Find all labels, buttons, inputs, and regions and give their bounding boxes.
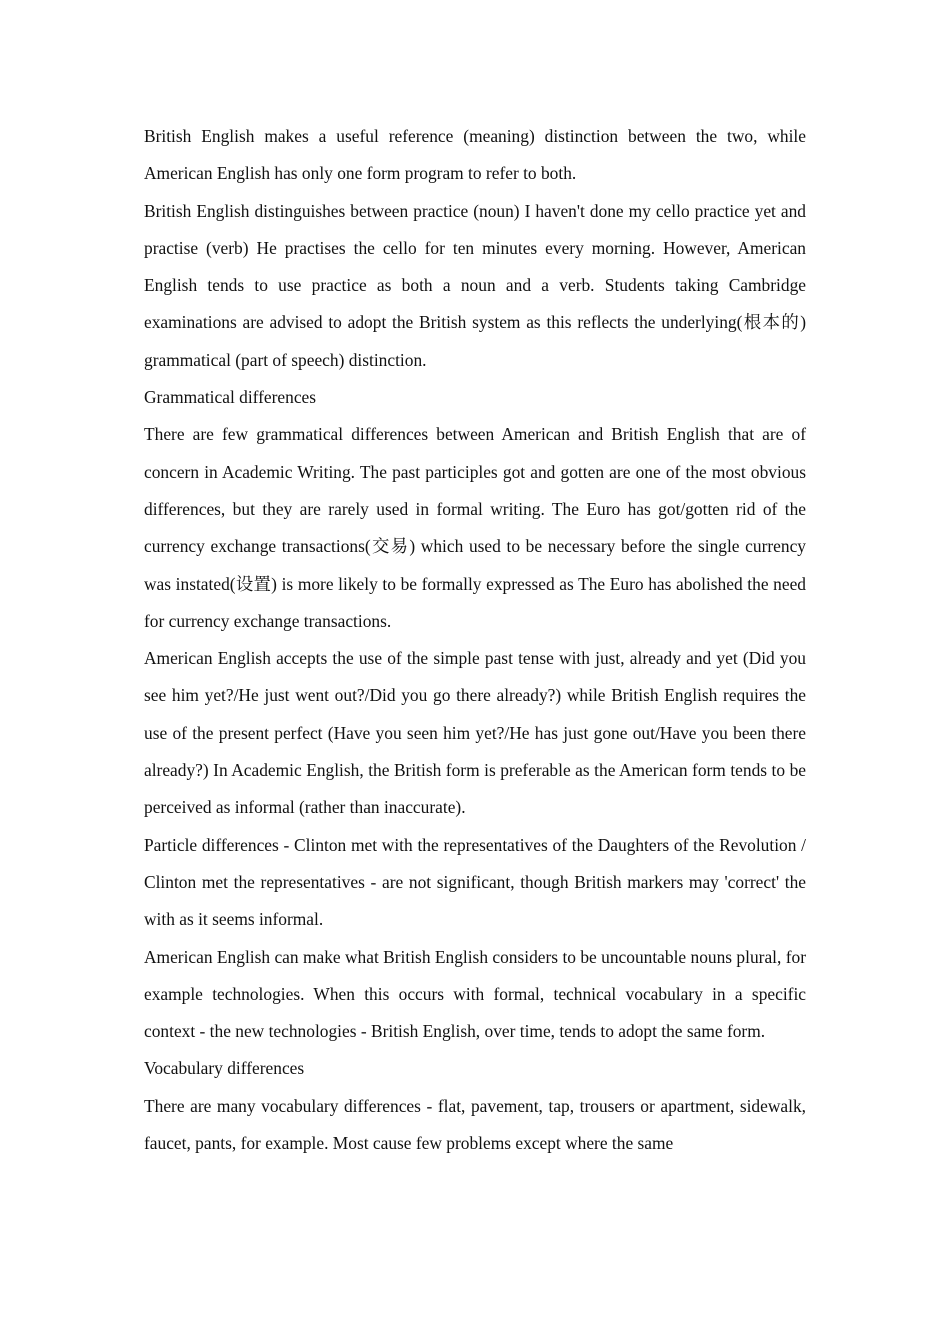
paragraph-practice-practise: British English distinguishes between practice (noun) I haven't done my cello practice yet and practise (verb) He practises the cello for ten minutes every morning. However, American English tends to use practice as both a noun and a verb. Students taking Cambridge examinations are advised to adopt the British system as this reflects the underlying(根本的) grammatical (part of speech) distinction. <box>144 200 806 370</box>
paragraph-reference-distinction: British English makes a useful reference (meaning) distinction between the two, while American English has only one form program to refer to both. <box>144 126 806 184</box>
heading-grammatical-differences: Grammatical differences <box>144 387 317 408</box>
paragraph-particle-differences: Particle differences - Clinton met with the representatives of the Daughters of the Revolution / Clinton met the representatives - are not significant, though British markers may 'correct' the with as it seems informal. <box>144 834 806 930</box>
paragraph-uncountable-nouns: American English can make what British English considers to be uncountable nouns plural, for example technologies. When this occurs with formal, technical vocabulary in a specific context - the new technologies - British English, over time, tends to adopt the same form. <box>144 946 806 1042</box>
paragraph-simple-past-tense: American English accepts the use of the simple past tense with just, already and yet (Did you see him yet?/He just went out?/Did you go there already?) while British English requires the use of the present perfect (Have you seen him yet?/He has just gone out/Have you been there already?) In Academic English, the British form is preferable as the American form tends to be perceived as informal (rather than inaccurate). <box>144 648 806 818</box>
paragraph-past-participles: There are few grammatical differences between American and British English that are of concern in Academic Writing. The past participles got and gotten are one of the most obvious differences, but they are rarely used in formal writing. The Euro has got/gotten rid of the currency exchange transactions(交易) which used to be necessary before the single currency was instated(设置) is more likely to be formally expressed as The Euro has abolished the need for currency exchange transactions. <box>144 424 806 631</box>
heading-vocabulary-differences: Vocabulary differences <box>144 1058 305 1079</box>
document-page <box>144 118 806 1162</box>
paragraph-vocabulary-examples: There are many vocabulary differences - flat, pavement, tap, trousers or apartment, sidewalk, faucet, pants, for example. Most cause few problems except where the same <box>144 1095 806 1154</box>
